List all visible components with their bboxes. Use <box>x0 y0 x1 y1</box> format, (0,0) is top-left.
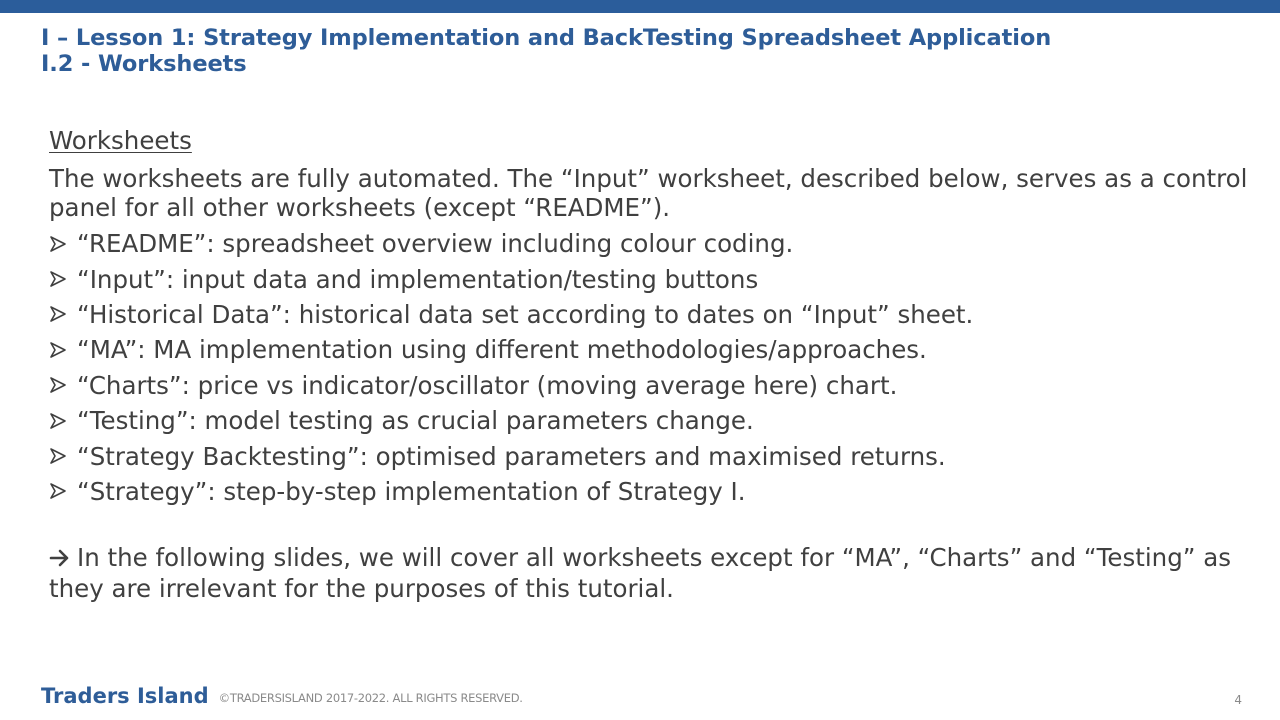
lesson-title: I – Lesson 1: Strategy Implementation and BackTesting Spreadsheet Application <box>41 25 1052 51</box>
top-accent-bar <box>0 0 1280 13</box>
arrowhead-bullet-icon <box>49 482 77 500</box>
arrowhead-bullet-icon <box>49 235 77 253</box>
section-title: I.2 - Worksheets <box>41 51 247 77</box>
conclusion-text: In the following slides, we will cover all worksheets except for “MA”, “Charts” and “Testing” as they are irrelevant for the purposes of this tutorial. <box>49 543 1232 604</box>
footer <box>41 684 523 708</box>
worksheets-heading: Worksheets <box>49 126 192 155</box>
right-arrow-icon <box>49 545 71 574</box>
list-item-text: “MA”: MA implementation using different methodologies/approaches. <box>77 335 927 365</box>
list-item-text: “Historical Data”: historical data set according to dates on “Input” sheet. <box>77 299 974 329</box>
conclusion-paragraph <box>49 543 1249 603</box>
list-item-text: “Strategy”: step-by-step implementation of Strategy I. <box>77 476 746 506</box>
brand-logo-text: Traders Island <box>41 684 209 708</box>
intro-paragraph: The worksheets are fully automated. The “Input” worksheet, described below, serves as a control panel for all other worksheets (except “README”). <box>49 164 1248 222</box>
slide-title <box>41 25 1051 77</box>
list-item <box>49 261 1249 296</box>
list-item-text: “README”: spreadsheet overview including colour coding. <box>77 229 794 259</box>
list-item <box>49 332 1249 367</box>
arrowhead-bullet-icon <box>49 270 77 288</box>
copyright-text: ©TRADERSISLAND 2017-2022. ALL RIGHTS RESERVED. <box>218 691 523 705</box>
list-item <box>49 226 1249 261</box>
arrowhead-bullet-icon <box>49 412 77 430</box>
slide-content <box>49 124 1249 603</box>
list-item <box>49 474 1249 509</box>
list-item-text: “Charts”: price vs indicator/oscillator (moving average here) chart. <box>77 370 898 400</box>
list-item-text: “Strategy Backtesting”: optimised parameters and maximised returns. <box>77 441 946 471</box>
list-item <box>49 368 1249 403</box>
list-item-text: “Input”: input data and implementation/testing buttons <box>77 264 759 294</box>
page-number: 4 <box>1234 693 1242 707</box>
arrowhead-bullet-icon <box>49 447 77 465</box>
arrowhead-bullet-icon <box>49 376 77 394</box>
list-item <box>49 403 1249 438</box>
arrowhead-bullet-icon <box>49 305 77 323</box>
arrowhead-bullet-icon <box>49 341 77 359</box>
list-item <box>49 297 1249 332</box>
list-item <box>49 438 1249 473</box>
worksheet-list <box>49 226 1249 509</box>
list-item-text: “Testing”: model testing as crucial parameters change. <box>77 406 754 436</box>
